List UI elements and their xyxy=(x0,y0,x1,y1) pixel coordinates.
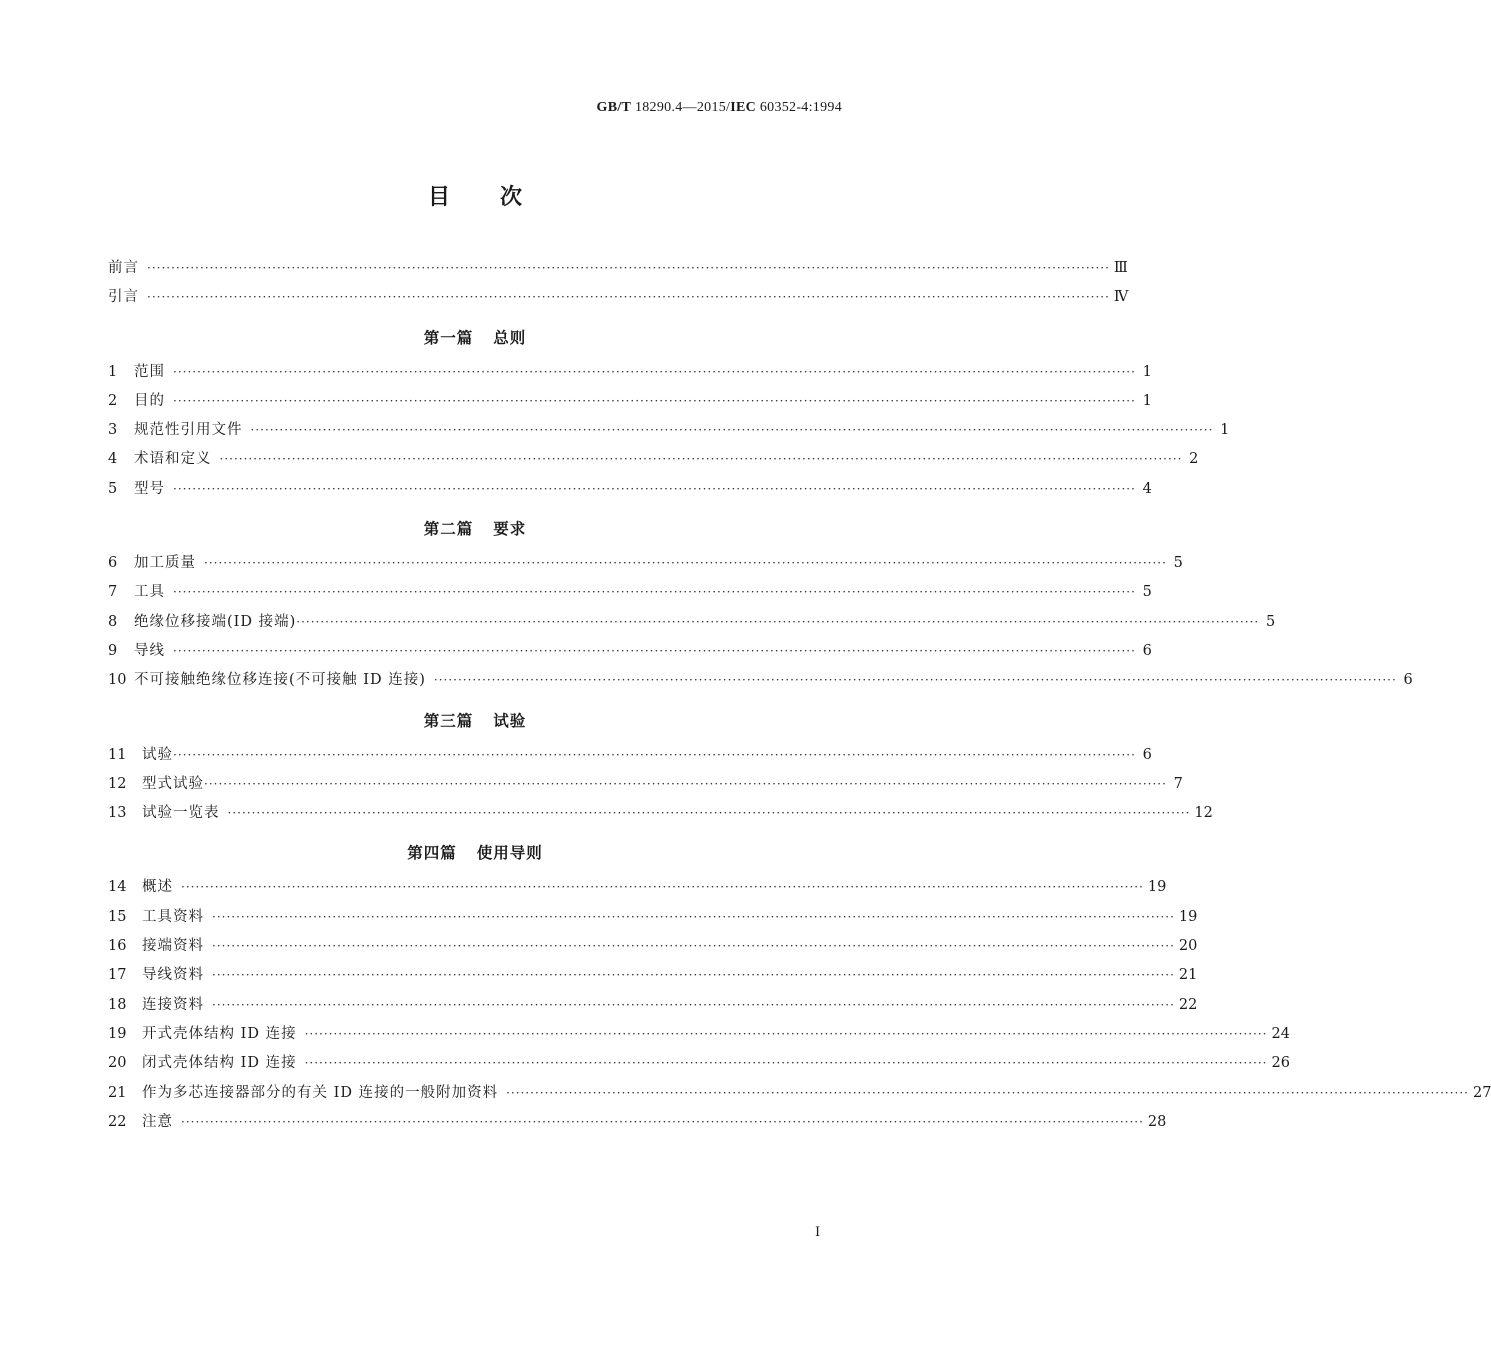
toc-entry-page: 1 xyxy=(1220,422,1230,439)
toc-entry-label: 作为多芯连接器部分的有关 ID 连接的一般附加资料 xyxy=(142,1084,499,1101)
toc-entry-page: 21 xyxy=(1178,967,1198,984)
dot-leader: ········································································································································································································ xyxy=(212,909,1175,924)
toc-entry-page: 5 xyxy=(1173,555,1183,572)
part-number: 第四篇 xyxy=(407,844,457,863)
toc-entry-label: 前言 xyxy=(108,260,139,276)
dot-leader: ········································································································································································································ xyxy=(506,1085,1469,1100)
toc-entry-number: 16 xyxy=(108,938,127,955)
toc-entry[interactable] xyxy=(108,772,1183,801)
toc-entry-label: 绝缘位移接端(ID 接端) xyxy=(134,613,297,630)
toc-entry[interactable] xyxy=(108,447,1199,476)
toc-entry-label: 开式壳体结构 ID 连接 xyxy=(142,1025,297,1042)
toc-entry[interactable] xyxy=(108,743,1152,772)
toc-entry-number: 14 xyxy=(108,879,127,896)
toc-entry[interactable] xyxy=(108,389,1152,418)
part-title: 使用导则 xyxy=(476,844,543,863)
dot-leader: ········································································································································································································ xyxy=(296,614,1260,629)
part-number: 第一篇 xyxy=(423,328,474,347)
toc-entry-page: 19 xyxy=(1147,879,1167,896)
dot-leader: ········································································································································································································ xyxy=(212,968,1175,983)
toc-entry[interactable] xyxy=(108,285,1129,314)
dot-leader: ········································································································································································································ xyxy=(304,1026,1268,1041)
toc-entry[interactable] xyxy=(108,801,1213,830)
iec-number: 60352-4:1994 xyxy=(756,100,842,115)
toc-entry-page: 20 xyxy=(1178,938,1198,955)
toc-entry[interactable] xyxy=(108,551,1183,580)
toc-entry-number: 13 xyxy=(108,805,127,822)
toc-entry-label: 接端资料 xyxy=(142,938,204,955)
toc-entry-label: 闭式壳体结构 ID 连接 xyxy=(142,1055,297,1072)
toc-entry-number: 15 xyxy=(108,908,127,925)
toc-entry-page: 4 xyxy=(1142,480,1152,497)
dot-leader: ········································································································································································································ xyxy=(181,1114,1144,1129)
toc-entry-label: 范围 xyxy=(134,363,165,380)
toc-entry[interactable] xyxy=(108,1051,1290,1080)
toc-entry-number: 6 xyxy=(108,555,118,572)
toc-entry-label: 试验一览表 xyxy=(142,805,220,822)
toc-entry[interactable] xyxy=(108,360,1152,389)
toc-entry-number: 3 xyxy=(108,422,118,439)
dot-leader: ········································································································································································································ xyxy=(204,556,1167,571)
toc-entry-label: 工具资料 xyxy=(142,908,204,925)
dot-leader: ········································································································································································································ xyxy=(147,261,1110,275)
dot-leader: ········································································································································································································ xyxy=(250,423,1214,438)
toc-entry-number: 11 xyxy=(108,746,127,763)
dot-leader: ········································································································································································································ xyxy=(304,1056,1268,1071)
toc-entry[interactable] xyxy=(108,477,1152,506)
toc-entry[interactable] xyxy=(108,993,1198,1022)
toc-entry-page: 5 xyxy=(1265,613,1276,630)
dot-leader: ········································································································································································································ xyxy=(173,481,1136,496)
page-number: I xyxy=(815,1225,821,1240)
dot-leader: ········································································································································································································ xyxy=(212,939,1175,954)
dot-leader: ········································································································································································································ xyxy=(173,643,1136,658)
toc-entry-page: 7 xyxy=(1173,775,1183,792)
toc-entry-label: 加工质量 xyxy=(134,555,196,572)
part-title: 试验 xyxy=(493,711,527,730)
part-heading xyxy=(108,699,842,743)
toc-entry[interactable] xyxy=(108,668,1413,697)
toc-entry-label: 试验 xyxy=(142,746,173,763)
toc-entry-label: 工具 xyxy=(134,584,165,601)
toc-entry-label: 连接资料 xyxy=(142,996,204,1013)
page-title: 目次 xyxy=(427,185,572,210)
toc-entry-number: 10 xyxy=(108,672,127,689)
toc-entry[interactable] xyxy=(108,1022,1290,1051)
table-of-contents xyxy=(108,256,1491,1139)
toc-entry-label: 术语和定义 xyxy=(134,451,212,468)
toc-entry[interactable] xyxy=(108,418,1230,447)
toc-entry-label: 注意 xyxy=(142,1113,173,1130)
toc-entry-label: 型式试验 xyxy=(142,775,204,792)
part-number: 第二篇 xyxy=(423,520,474,539)
toc-entry-number: 19 xyxy=(108,1025,127,1042)
toc-entry-number: 22 xyxy=(108,1113,127,1130)
toc-entry-label: 引言 xyxy=(108,289,139,306)
toc-entry-page: 1 xyxy=(1142,363,1152,380)
dot-leader: ········································································································································································································ xyxy=(173,585,1136,600)
toc-entry-page: 22 xyxy=(1178,996,1198,1013)
toc-entry[interactable] xyxy=(108,580,1152,609)
toc-entry-page: 6 xyxy=(1403,672,1413,689)
toc-entry-label: 规范性引用文件 xyxy=(134,422,243,439)
toc-entry[interactable] xyxy=(108,934,1198,963)
dot-leader: ········································································································································································································ xyxy=(204,776,1167,791)
toc-entry-label: 导线资料 xyxy=(142,967,204,984)
dot-leader: ········································································································································································································ xyxy=(181,880,1144,895)
standard-number: 18290.4—2015/ xyxy=(631,100,731,115)
dot-leader: ········································································································································································································ xyxy=(147,290,1110,305)
toc-entry[interactable] xyxy=(108,905,1198,934)
toc-entry-page: 6 xyxy=(1142,746,1152,763)
toc-entry[interactable] xyxy=(108,256,1128,285)
toc-entry-page: 27 xyxy=(1472,1084,1491,1101)
toc-entry-number: 1 xyxy=(108,363,118,380)
toc-entry-page: 5 xyxy=(1142,584,1152,601)
part-title: 要求 xyxy=(493,520,527,539)
standard-code xyxy=(597,100,843,116)
toc-entry-label: 概述 xyxy=(142,879,173,896)
toc-entry-number: 9 xyxy=(108,642,118,659)
toc-entry[interactable] xyxy=(108,610,1276,639)
toc-entry-number: 12 xyxy=(108,775,127,792)
toc-entry-page: 19 xyxy=(1178,908,1198,925)
toc-entry[interactable] xyxy=(108,963,1198,992)
part-number: 第三篇 xyxy=(423,711,474,730)
toc-entry-number: 2 xyxy=(108,392,118,409)
dot-leader: ········································································································································································································ xyxy=(219,452,1183,467)
toc-entry-page: 24 xyxy=(1271,1025,1290,1042)
toc-entry-number: 4 xyxy=(108,451,118,468)
toc-entry-page: 1 xyxy=(1142,392,1152,409)
toc-entry-page: 28 xyxy=(1147,1113,1167,1130)
toc-entry-label: 目的 xyxy=(134,392,165,409)
toc-entry-number: 21 xyxy=(108,1084,127,1101)
toc-entry-number: 7 xyxy=(108,584,118,601)
toc-entry[interactable] xyxy=(108,1081,1491,1110)
toc-entry-page: 6 xyxy=(1142,642,1152,659)
dot-leader: ········································································································································································································ xyxy=(212,997,1175,1012)
toc-entry-number: 18 xyxy=(108,996,127,1013)
part-heading xyxy=(108,316,842,360)
toc-entry[interactable] xyxy=(108,875,1167,904)
dot-leader: ········································································································································································································ xyxy=(227,806,1191,821)
toc-entry-page: 12 xyxy=(1194,805,1213,822)
toc-entry-page: 2 xyxy=(1189,451,1199,468)
dot-leader: ········································································································································································································ xyxy=(173,393,1136,408)
part-heading xyxy=(108,507,842,551)
part-title: 总则 xyxy=(493,328,527,347)
toc-entry-number: 8 xyxy=(108,613,118,630)
toc-entry-number: 20 xyxy=(108,1055,127,1072)
toc-entry[interactable] xyxy=(108,1110,1167,1139)
toc-entry-page: Ⅲ xyxy=(1113,260,1128,276)
dot-leader: ········································································································································································································ xyxy=(433,673,1397,688)
toc-entry-number: 5 xyxy=(108,480,118,497)
dot-leader: ········································································································································································································ xyxy=(173,364,1136,379)
toc-entry-label: 型号 xyxy=(134,480,165,497)
toc-entry-label: 不可接触绝缘位移连接(不可接触 ID 连接) xyxy=(134,672,426,689)
toc-entry-number: 17 xyxy=(108,967,127,984)
toc-entry-label: 导线 xyxy=(134,642,165,659)
toc-entry-page: 26 xyxy=(1271,1055,1290,1072)
part-heading xyxy=(108,831,842,875)
toc-entry[interactable] xyxy=(108,639,1152,668)
dot-leader: ········································································································································································································ xyxy=(173,747,1136,762)
standard-prefix: GB/T xyxy=(596,100,632,115)
toc-entry-page: Ⅳ xyxy=(1113,289,1129,306)
iec-prefix: IEC xyxy=(730,100,757,115)
